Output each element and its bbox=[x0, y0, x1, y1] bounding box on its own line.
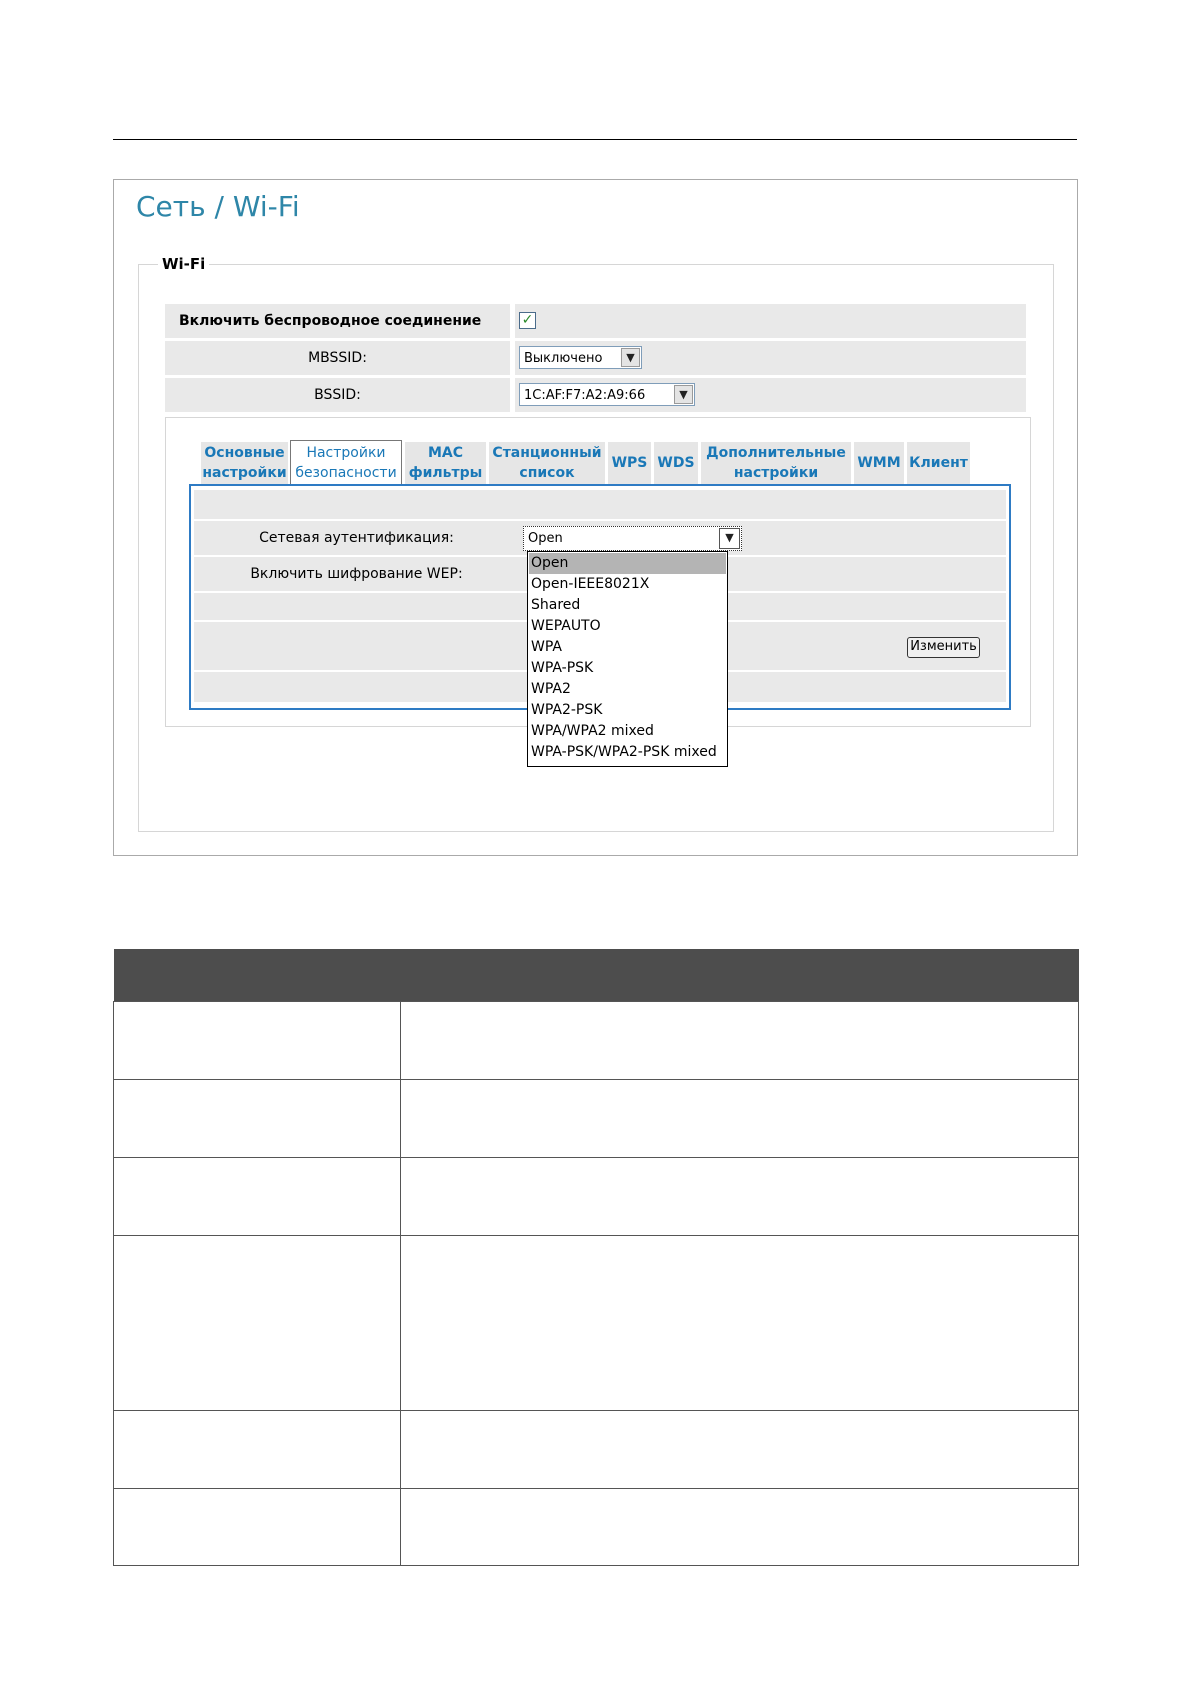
wifi-legend: Wi-Fi bbox=[158, 255, 209, 273]
table-cell bbox=[401, 1002, 1079, 1080]
router-screenshot bbox=[113, 179, 1078, 856]
page-title: Сеть / Wi-Fi bbox=[136, 190, 300, 223]
tab-wds[interactable]: WDS bbox=[654, 442, 698, 484]
chevron-down-icon[interactable]: ▼ bbox=[621, 348, 640, 367]
auth-option[interactable]: Open bbox=[529, 553, 726, 574]
mbssid-row bbox=[165, 341, 1026, 375]
table-cell bbox=[401, 1236, 1079, 1411]
tab-label-line1: Основные bbox=[204, 445, 285, 461]
auth-select[interactable] bbox=[523, 526, 742, 551]
table-cell bbox=[401, 1080, 1079, 1158]
tab-security-settings[interactable] bbox=[290, 440, 402, 484]
table-row bbox=[114, 1236, 1079, 1411]
table-row bbox=[114, 1080, 1079, 1158]
description-table bbox=[113, 949, 1079, 1566]
mbssid-cell bbox=[515, 341, 1026, 375]
table-row bbox=[114, 1489, 1079, 1566]
table-cell bbox=[114, 1002, 401, 1080]
auth-option[interactable]: WPA/WPA2 mixed bbox=[531, 723, 654, 739]
auth-option[interactable]: WEPAUTO bbox=[531, 618, 601, 634]
wep-label: Включить шифрование WEP: bbox=[250, 566, 463, 582]
tab-basic-settings[interactable] bbox=[201, 442, 288, 484]
tab-label-line2: список bbox=[519, 465, 575, 481]
bssid-label: BSSID: bbox=[314, 387, 361, 403]
tab-station-list[interactable] bbox=[489, 442, 605, 484]
bssid-select[interactable] bbox=[519, 383, 695, 406]
auth-option[interactable]: WPA bbox=[531, 639, 562, 655]
tab-label-line2: настройки bbox=[202, 465, 287, 481]
bssid-row bbox=[165, 378, 1026, 412]
table-cell bbox=[114, 1236, 401, 1411]
table-row bbox=[114, 1002, 1079, 1080]
tab-mac-filters[interactable] bbox=[405, 442, 486, 484]
table-row bbox=[114, 1158, 1079, 1236]
table-cell bbox=[401, 1158, 1079, 1236]
tab-client[interactable]: Клиент bbox=[907, 442, 970, 484]
auth-options-list bbox=[527, 551, 728, 767]
mbssid-select[interactable] bbox=[519, 346, 642, 369]
tab-wmm[interactable]: WMM bbox=[854, 442, 904, 484]
tab-label-line2: безопасности bbox=[295, 465, 397, 481]
tab-label-line1: Настройки bbox=[306, 445, 386, 461]
tab-label-line1: MAC bbox=[427, 445, 464, 461]
tab-label-line2: настройки bbox=[733, 465, 819, 481]
auth-option[interactable]: Open-IEEE8021X bbox=[531, 576, 650, 592]
auth-select-value: Open bbox=[528, 531, 563, 546]
chevron-down-icon[interactable]: ▼ bbox=[719, 528, 740, 549]
auth-option[interactable]: WPA-PSK/WPA2-PSK mixed bbox=[531, 744, 717, 760]
enable-wireless-cell bbox=[515, 304, 1026, 338]
enable-wireless-label: Включить беспроводное соединение bbox=[179, 313, 482, 329]
panel-row-empty bbox=[194, 490, 1006, 519]
table-cell bbox=[114, 1080, 401, 1158]
top-rule bbox=[113, 139, 1077, 140]
chevron-down-icon[interactable]: ▼ bbox=[674, 385, 693, 404]
auth-label: Сетевая аутентификация: bbox=[259, 530, 454, 546]
auth-option[interactable]: WPA-PSK bbox=[531, 660, 594, 676]
bssid-cell bbox=[515, 378, 1026, 412]
tab-advanced-settings[interactable] bbox=[701, 442, 851, 484]
table-row bbox=[114, 1411, 1079, 1489]
tab-label-line1: Станционный bbox=[492, 445, 602, 461]
tab-label-line1: Дополнительные bbox=[706, 445, 846, 461]
auth-option[interactable]: WPA2-PSK bbox=[531, 702, 603, 718]
table-cell bbox=[401, 1489, 1079, 1566]
tab-wps[interactable]: WPS bbox=[608, 442, 651, 484]
tab-label-line2: фильтры bbox=[408, 465, 483, 481]
auth-option[interactable]: Shared bbox=[531, 597, 581, 613]
table-header-row bbox=[114, 949, 1079, 1002]
table-cell bbox=[114, 1489, 401, 1566]
mbssid-select-value: Выключено bbox=[524, 351, 603, 366]
table-cell bbox=[114, 1411, 401, 1489]
auth-option[interactable]: WPA2 bbox=[531, 681, 571, 697]
mbssid-label: MBSSID: bbox=[308, 350, 367, 366]
change-button[interactable]: Изменить bbox=[907, 637, 980, 658]
table-cell bbox=[401, 1411, 1079, 1489]
table-cell bbox=[114, 1158, 401, 1236]
bssid-select-value: 1C:AF:F7:A2:A9:66 bbox=[524, 388, 646, 403]
enable-wireless-checkbox[interactable]: ✓ bbox=[519, 312, 536, 329]
table-header bbox=[114, 949, 1079, 1002]
auth-row bbox=[194, 521, 1006, 555]
enable-wireless-row bbox=[165, 304, 1026, 338]
